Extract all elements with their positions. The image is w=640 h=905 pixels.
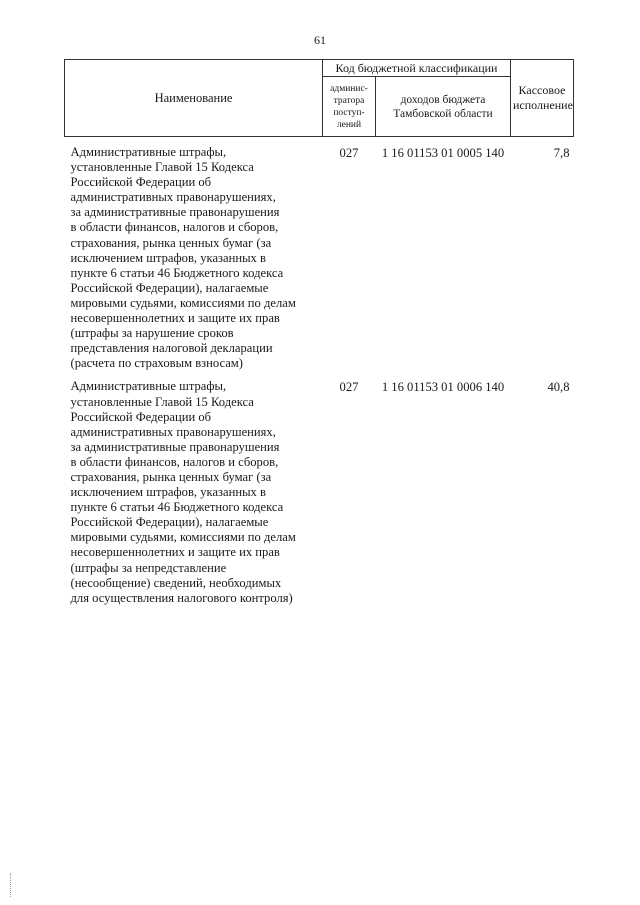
row-income-code: 1 16 01153 01 0005 140 xyxy=(381,146,505,160)
page-number: 61 xyxy=(314,33,326,47)
header-income-line: Тамбовской области xyxy=(393,107,493,120)
header-execution-line: исполнение xyxy=(513,98,573,112)
row-name xyxy=(65,137,323,372)
row-name-line: за административные правонарушения xyxy=(70,205,280,220)
row-name-line: пункте 6 статьи 46 Бюджетного кодекса xyxy=(70,500,284,515)
header-admin xyxy=(323,77,376,137)
row-name-line: несовершеннолетних и защите их прав xyxy=(70,311,280,326)
table-body xyxy=(65,137,574,606)
budget-table xyxy=(64,59,574,606)
row-name-line: (несообщение) сведений, необходимых xyxy=(70,575,282,590)
row-name-line: Российской Федерации об xyxy=(70,175,212,190)
row-name-line: за административные правонарушения xyxy=(70,439,280,454)
row-name-line: мировыми судьями, комиссиями по делам xyxy=(70,295,296,310)
row-name-line: Российской Федерации), налагаемые xyxy=(70,515,269,530)
row-name-line: в области финансов, налогов и сборов, xyxy=(70,454,279,469)
table-row xyxy=(65,371,574,605)
row-name-line: страхования, рынка ценных бумаг (за xyxy=(70,469,272,484)
row-name-line: (штрафы за непредставление xyxy=(70,560,227,575)
header-execution-line: Кассовое xyxy=(518,83,566,97)
row-name-line: в области финансов, налогов и сборов, xyxy=(70,220,279,235)
row-name-line: пункте 6 статьи 46 Бюджетного кодекса xyxy=(70,265,284,280)
row-name-line: административных правонарушениях, xyxy=(70,190,276,205)
row-name-line: Административные штрафы, xyxy=(70,145,227,159)
row-name-line: исключением штрафов, указанных в xyxy=(70,250,266,265)
row-admin-code: 027 xyxy=(339,380,359,395)
row-income-code: 1 16 01153 01 0006 140 xyxy=(381,380,505,395)
row-name-line: (расчета по страховым взносам) xyxy=(70,356,243,371)
scan-edge-mark xyxy=(10,873,13,897)
row-name-line: установленные Главой 15 Кодекса xyxy=(70,160,254,175)
row-name-line: (штрафы за нарушение сроков xyxy=(70,326,234,341)
row-name-line: для осуществления налогового контроля) xyxy=(70,590,293,605)
header-admin-line: лений xyxy=(336,119,362,130)
row-name-line: Административные штрафы, xyxy=(70,379,227,394)
row-name-line: несовершеннолетних и защите их прав xyxy=(70,545,280,560)
header-budget-code-group: Код бюджетной классификации xyxy=(323,60,511,77)
row-name-line: представления налоговой декларации xyxy=(70,341,273,356)
row-name-line: Российской Федерации об xyxy=(70,409,212,424)
header-income xyxy=(376,77,511,137)
row-name-line: мировыми судьями, комиссиями по делам xyxy=(70,530,296,545)
row-execution: 7,8 xyxy=(553,146,570,160)
table-row xyxy=(65,137,574,372)
header-admin-line: тратора xyxy=(333,95,365,106)
table-header xyxy=(65,60,574,137)
header-admin-line: админис- xyxy=(330,83,368,94)
header-execution xyxy=(511,60,574,137)
row-name-line: установленные Главой 15 Кодекса xyxy=(70,394,254,409)
row-name xyxy=(65,371,323,605)
header-admin-line: поступ- xyxy=(333,107,365,118)
row-execution: 40,8 xyxy=(547,380,570,395)
row-name-line: страхования, рынка ценных бумаг (за xyxy=(70,235,272,250)
row-name-line: Российской Федерации), налагаемые xyxy=(70,280,269,295)
row-admin-code: 027 xyxy=(339,146,359,160)
row-name-line: административных правонарушениях, xyxy=(70,424,276,439)
header-income-line: доходов бюджета xyxy=(400,93,486,106)
header-name: Наименование xyxy=(65,60,323,137)
row-name-line: исключением штрафов, указанных в xyxy=(70,485,266,500)
